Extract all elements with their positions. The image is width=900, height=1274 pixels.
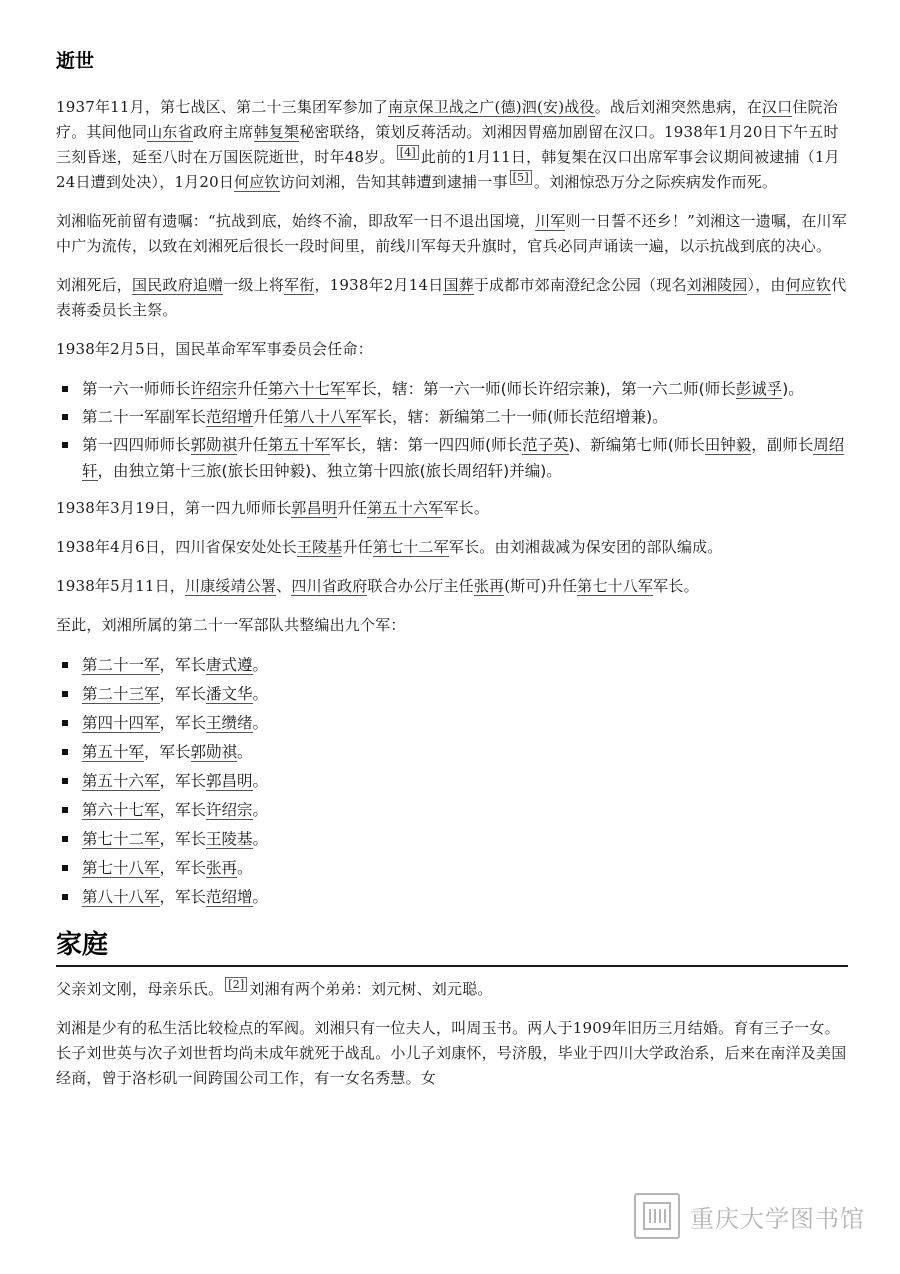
list-item: 第八十八军，军长范绍增。 <box>56 884 848 910</box>
paragraph-death-8: 至此，刘湘所属的第二十一军部队共整编出九个军： <box>56 616 406 634</box>
link-commander[interactable]: 潘文华 <box>206 685 253 703</box>
link-commander[interactable]: 王陵基 <box>206 830 253 848</box>
link-posthumous[interactable]: 国民政府追赠 <box>132 276 224 294</box>
list-item: 第七十八军，军长张再。 <box>56 855 848 881</box>
footnote-ref-2[interactable]: [2] <box>225 977 247 992</box>
paragraph-death-7: 1938年5月11日，川康绥靖公署、四川省政府联合办公厅主任张再(斯可)升任第七十八军军长。 <box>56 577 699 595</box>
link-hankou[interactable]: 汉口 <box>761 98 793 116</box>
link-fan-shaozeng[interactable]: 范绍增 <box>206 408 253 426</box>
library-logo-icon-graphic <box>642 1201 672 1231</box>
link-commander[interactable]: 王缵绪 <box>206 714 253 732</box>
link-army[interactable]: 第二十一军 <box>82 656 160 674</box>
list-item: 第二十一军，军长唐式遵。 <box>56 652 848 678</box>
link-peng-chengfu[interactable]: 彭诚孚 <box>735 380 783 398</box>
watermark-text: 重庆大学图书馆 <box>690 1204 865 1233</box>
paragraph-family-2: 刘湘是少有的私生活比较检点的军阀。刘湘只有一位夫人，叫周玉书。两人于1909年旧历三月结婚。育有三子一女。长子刘世英与次子刘世哲均尚未成年就死于战乱。小儿子刘康怀，号济殷，毕业于四川大学政治系，后来在南洋及美国经商，曾于洛杉矶一间跨国公司工作，有一女名秀慧。女 <box>56 1019 847 1087</box>
footnote-ref-4[interactable]: [4] <box>397 145 419 160</box>
link-army[interactable]: 第七十八军 <box>82 859 160 877</box>
link-commander[interactable]: 张再 <box>206 859 238 877</box>
list-item: 第一四四师师长郭勋祺升任第五十军军长，辖：第一四四师(师长范子英)、新编第七师(师长田钟毅，副师长周绍轩，由独立第十三旅(旅长田钟毅)、独立第十四旅(旅长周绍轩)并编)。 <box>56 432 848 484</box>
link-army[interactable]: 第四十四军 <box>82 714 160 732</box>
list-item: 第二十三军，军长潘文华。 <box>56 681 848 707</box>
link-han-fuju[interactable]: 韩复榘 <box>253 123 300 141</box>
list-item: 第五十六军，军长郭昌明。 <box>56 768 848 794</box>
list-item: 第六十七军，军长许绍宗。 <box>56 797 848 823</box>
appointment-list <box>56 376 848 484</box>
link-wang-lingji[interactable]: 王陵基 <box>296 538 343 556</box>
list-item: 第七十二军，军长王陵基。 <box>56 826 848 852</box>
link-50th-army[interactable]: 第五十军 <box>268 436 331 454</box>
footnote-ref-5[interactable]: [5] <box>510 170 532 185</box>
link-commander[interactable]: 范绍增 <box>206 888 253 906</box>
link-army[interactable]: 第五十六军 <box>82 772 160 790</box>
link-78th-army[interactable]: 第七十八军 <box>577 577 654 595</box>
link-67th-army[interactable]: 第六十七军 <box>268 380 346 398</box>
link-army[interactable]: 第五十军 <box>82 743 145 761</box>
list-item: 第五十军，军长郭勋祺。 <box>56 739 848 765</box>
paragraph-death-6: 1938年4月6日，四川省保安处处长王陵基升任第七十二军军长。由刘湘裁减为保安团的部队编成。 <box>56 538 723 556</box>
paragraph-death-1: 1937年11月，第七战区、第二十三集团军参加了南京保卫战之广(德)泗(安)战役。战后刘湘突然患病，在汉口住院治疗。其间他同山东省政府主席韩复榘秘密联络，策划反蒋活动。刘湘因胃癌加剧留在汉口。1938年1月20日下午五时三刻昏迷，延至八时在万国医院逝世，时年48岁。 [4] 此前的1月11日，韩复榘在汉口出席军事会议期间被逮捕（1月24日遭到处决），1月20日何应钦访问刘湘，告知其韩遭到逮捕一事 [5] 。刘湘惊恐万分之际疾病发作而死。 <box>56 98 840 191</box>
paragraph-death-4: 1938年2月5日，国民革命军军事委员会任命： <box>56 340 373 358</box>
paragraph-death-3: 刘湘死后，国民政府追赠一级上将军衔，1938年2月14日国葬于成都市郊南澄纪念公园（现名刘湘陵园），由何应钦代表蒋委员长主祭。 <box>56 276 847 319</box>
watermark <box>634 1190 894 1242</box>
section-heading-family: 家庭 <box>56 924 848 967</box>
paragraph-family-1: 父亲刘文刚，母亲乐氏。 [2] 刘湘有两个弟弟：刘元树、刘元聪。 <box>56 978 493 998</box>
link-battle[interactable]: 南京保卫战之广(德)泗(安)战役 <box>388 98 595 116</box>
link-fan-ziying[interactable]: 范子英 <box>522 436 569 454</box>
link-commander[interactable]: 郭昌明 <box>206 772 253 790</box>
link-tian-zhongyi[interactable]: 田钟毅 <box>704 436 752 454</box>
paragraph-death-2: 刘湘临死前留有遗嘱：“抗战到底，始终不渝，即敌军一日不退出国境，川军则一日誓不还乡！”刘湘这一遗嘱，在川军中广为流传，以致在刘湘死后很长一段时间里，前线川军每天升旗时，官兵必同声诵读一遍，以示抗战到底的决心。 <box>56 212 847 255</box>
link-he-yingqin-2[interactable]: 何应钦 <box>785 276 832 294</box>
link-mausoleum[interactable]: 刘湘陵园 <box>686 276 748 294</box>
link-army[interactable]: 第六十七军 <box>82 801 160 819</box>
link-army[interactable]: 第二十三军 <box>82 685 160 703</box>
document-page <box>56 40 848 1105</box>
link-zhang-zai[interactable]: 张再 <box>473 577 505 595</box>
link-commander[interactable]: 许绍宗 <box>206 801 253 819</box>
link-zhou-shaoxuan[interactable]: 周绍轩 <box>82 436 845 480</box>
link-rank[interactable]: 军衔 <box>284 276 315 294</box>
link-he-yingqin[interactable]: 何应钦 <box>234 173 280 191</box>
link-chuankang-office[interactable]: 川康绥靖公署 <box>185 577 277 595</box>
link-56th-army[interactable]: 第五十六军 <box>367 499 444 517</box>
army-list <box>56 652 848 910</box>
link-guo-changming[interactable]: 郭昌明 <box>291 499 338 517</box>
link-88th-army[interactable]: 第八十八军 <box>283 408 362 426</box>
list-item: 第四十四军，军长王缵绪。 <box>56 710 848 736</box>
link-guo-xunqi[interactable]: 郭勋祺 <box>190 436 238 454</box>
link-shandong[interactable]: 山东省 <box>147 123 193 141</box>
link-sichuan-gov[interactable]: 四川省政府 <box>291 577 368 595</box>
library-logo-icon <box>634 1193 680 1239</box>
link-72nd-army[interactable]: 第七十二军 <box>372 538 449 556</box>
link-army[interactable]: 第八十八军 <box>82 888 160 906</box>
link-chuan-army[interactable]: 川军 <box>535 212 566 230</box>
list-item: 第二十一军副军长范绍增升任第八十八军军长，辖：新编第二十一师(师长范绍增兼)。 <box>56 404 848 430</box>
link-state-funeral[interactable]: 国葬 <box>443 276 474 294</box>
link-xu-shaozong[interactable]: 许绍宗 <box>190 380 238 398</box>
link-commander[interactable]: 郭勋祺 <box>190 743 238 761</box>
list-item: 第一六一师师长许绍宗升任第六十七军军长，辖：第一六一师(师长许绍宗兼)，第一六二师(师长彭诚孚)。 <box>56 376 848 402</box>
section-heading-death: 逝世 <box>56 50 95 72</box>
paragraph-death-5: 1938年3月19日，第一四九师师长郭昌明升任第五十六军军长。 <box>56 499 490 517</box>
link-commander[interactable]: 唐式遵 <box>206 656 253 674</box>
link-army[interactable]: 第七十二军 <box>82 830 160 848</box>
